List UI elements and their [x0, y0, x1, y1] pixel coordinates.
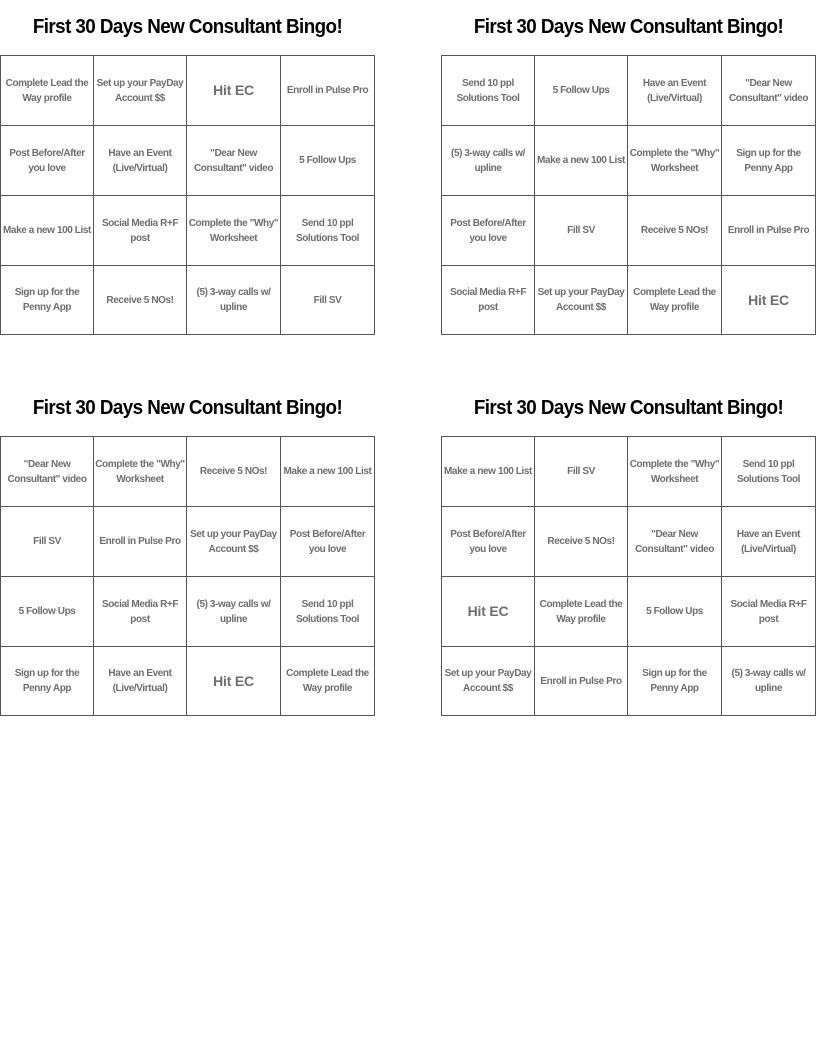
bingo-cell: Social Media R+F post [722, 577, 816, 647]
bingo-cell: Send 10 ppl Solutions Tool [281, 196, 375, 266]
bingo-cell: Fill SV [535, 196, 628, 266]
bingo-cell: Set up your PayDay Account $$ [535, 266, 628, 335]
bingo-cell: Send 10 ppl Solutions Tool [722, 437, 816, 507]
bingo-grid [441, 436, 816, 716]
bingo-cell: (5) 3-way calls w/ upline [722, 647, 816, 716]
bingo-cell: Complete Lead the Way profile [535, 577, 628, 647]
bingo-cell: Set up your PayDay Account $$ [94, 56, 187, 126]
bingo-cell: Receive 5 NOs! [94, 266, 187, 335]
bingo-cell: Enroll in Pulse Pro [535, 647, 628, 716]
bingo-cell: Fill SV [1, 507, 94, 577]
bingo-cell: "Dear New Consultant" video [722, 56, 816, 126]
bingo-cell: Complete Lead the Way profile [628, 266, 722, 335]
bingo-cell: Make a new 100 List [1, 196, 94, 266]
bingo-cell: Sign up for the Penny App [722, 126, 816, 196]
bingo-cell: 5 Follow Ups [535, 56, 628, 126]
bingo-cell: Enroll in Pulse Pro [281, 56, 375, 126]
bingo-cell: "Dear New Consultant" video [628, 507, 722, 577]
bingo-cell: Make a new 100 List [442, 437, 535, 507]
card-title: First 30 Days New Consultant Bingo! [473, 16, 784, 38]
bingo-cell: Make a new 100 List [281, 437, 375, 507]
bingo-cell: Enroll in Pulse Pro [722, 196, 816, 266]
bingo-card-4 [441, 381, 816, 694]
bingo-cell: Sign up for the Penny App [1, 647, 94, 716]
bingo-cell: Have an Event (Live/Virtual) [94, 126, 187, 196]
bingo-cell: Have an Event (Live/Virtual) [722, 507, 816, 577]
bingo-cell: Complete the "Why" Worksheet [628, 126, 722, 196]
bingo-cell: Enroll in Pulse Pro [94, 507, 187, 577]
bingo-cell: 5 Follow Ups [281, 126, 375, 196]
bingo-cell: Social Media R+F post [94, 196, 187, 266]
bingo-cell: Post Before/After you love [442, 507, 535, 577]
bingo-cell: Make a new 100 List [535, 126, 628, 196]
bingo-cell: Social Media R+F post [442, 266, 535, 335]
bingo-cell: "Dear New Consultant" video [1, 437, 94, 507]
bingo-cell: Set up your PayDay Account $$ [187, 507, 281, 577]
bingo-cell: Set up your PayDay Account $$ [442, 647, 535, 716]
bingo-cell: Hit EC [722, 266, 816, 335]
bingo-cell: Have an Event (Live/Virtual) [94, 647, 187, 716]
bingo-cell: Fill SV [281, 266, 375, 335]
bingo-cell: Complete the "Why" Worksheet [628, 437, 722, 507]
bingo-cell: 5 Follow Ups [1, 577, 94, 647]
bingo-card-2 [441, 0, 816, 313]
bingo-cell: (5) 3-way calls w/ upline [187, 577, 281, 647]
bingo-cell: Have an Event (Live/Virtual) [628, 56, 722, 126]
bingo-cell: Send 10 ppl Solutions Tool [281, 577, 375, 647]
bingo-cell: Post Before/After you love [1, 126, 94, 196]
bingo-cell: Complete the "Why" Worksheet [94, 437, 187, 507]
bingo-cell: Complete the "Why" Worksheet [187, 196, 281, 266]
bingo-cell: Complete Lead the Way profile [281, 647, 375, 716]
bingo-cell: Sign up for the Penny App [1, 266, 94, 335]
bingo-cell: Receive 5 NOs! [187, 437, 281, 507]
bingo-cell: (5) 3-way calls w/ upline [187, 266, 281, 335]
bingo-cell: Receive 5 NOs! [628, 196, 722, 266]
bingo-cell: Post Before/After you love [442, 196, 535, 266]
card-title: First 30 Days New Consultant Bingo! [32, 397, 343, 419]
bingo-grid [0, 55, 375, 335]
card-title: First 30 Days New Consultant Bingo! [32, 16, 343, 38]
bingo-cell: (5) 3-way calls w/ upline [442, 126, 535, 196]
bingo-cell: Post Before/After you love [281, 507, 375, 577]
bingo-cell: Receive 5 NOs! [535, 507, 628, 577]
card-title: First 30 Days New Consultant Bingo! [473, 397, 784, 419]
bingo-cell: Social Media R+F post [94, 577, 187, 647]
bingo-cell: Hit EC [187, 56, 281, 126]
bingo-grid [441, 55, 816, 335]
bingo-cell: Send 10 ppl Solutions Tool [442, 56, 535, 126]
bingo-card-3 [0, 381, 375, 694]
bingo-card-1 [0, 0, 375, 313]
bingo-cell: Hit EC [442, 577, 535, 647]
bingo-cell: Sign up for the Penny App [628, 647, 722, 716]
bingo-cell: Hit EC [187, 647, 281, 716]
bingo-cell: "Dear New Consultant" video [187, 126, 281, 196]
bingo-cell: Complete Lead the Way profile [1, 56, 94, 126]
bingo-grid [0, 436, 375, 716]
bingo-cell: 5 Follow Ups [628, 577, 722, 647]
bingo-cell: Fill SV [535, 437, 628, 507]
